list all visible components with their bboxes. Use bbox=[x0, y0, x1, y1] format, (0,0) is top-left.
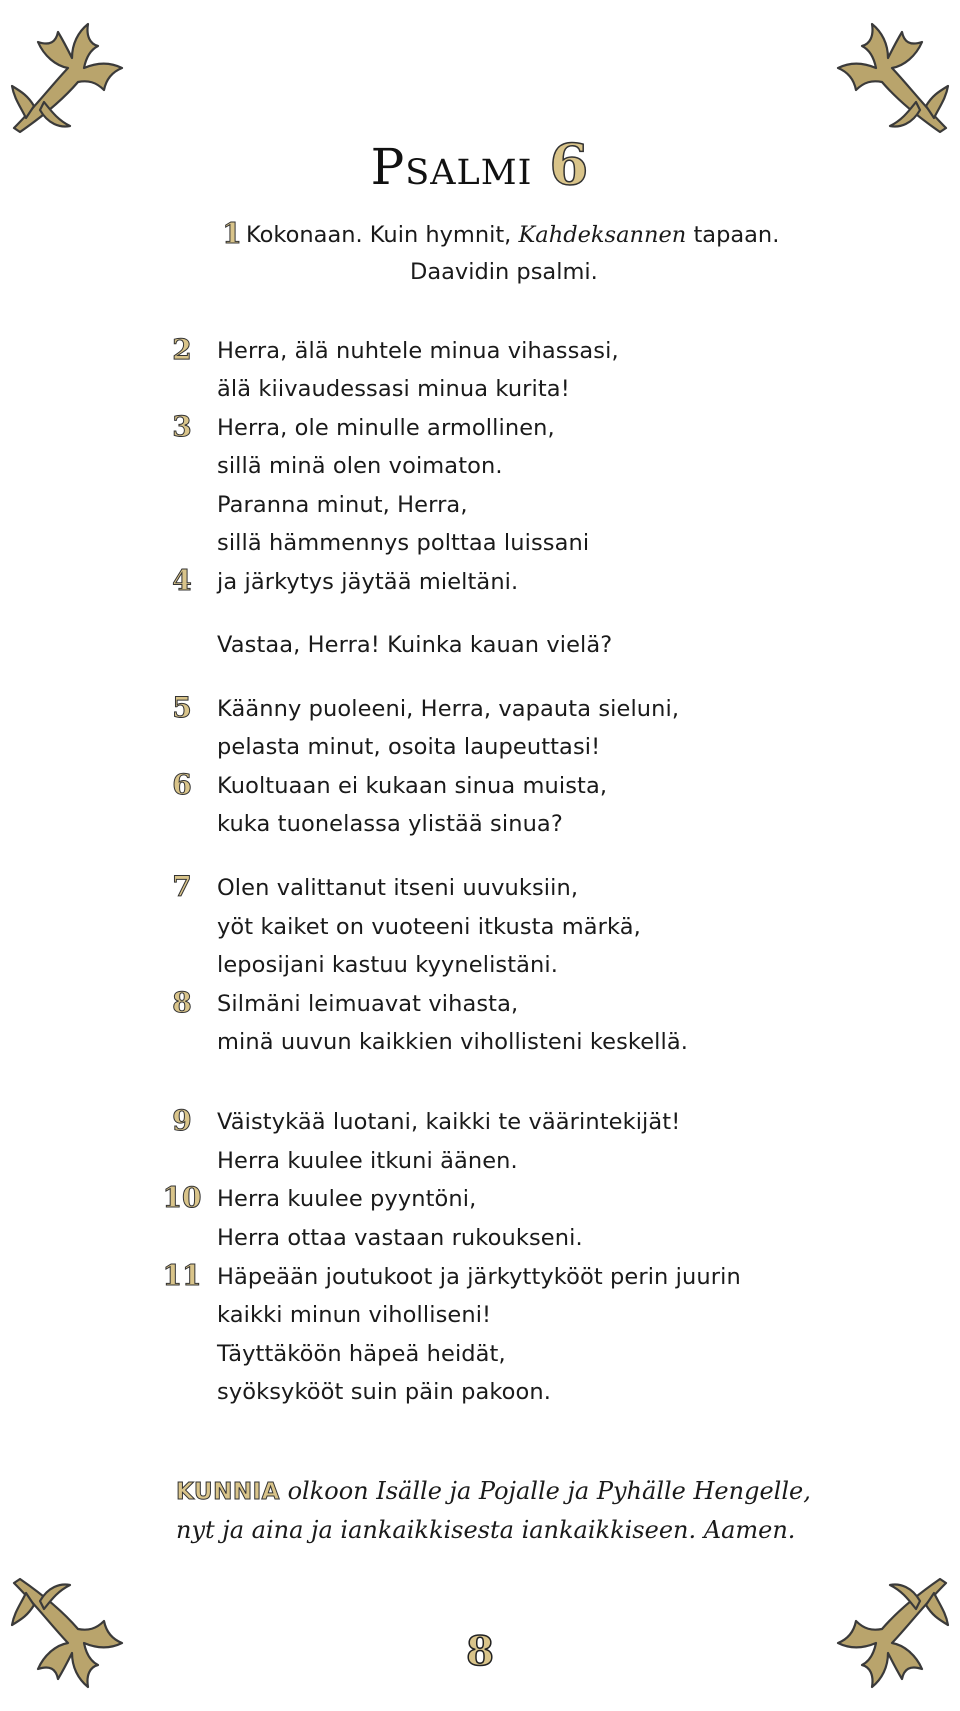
psalm-line: Käänny puoleeni, Herra, vapauta sieluni, bbox=[217, 696, 680, 722]
psalm-line: Täyttäköön häpeä heidät, bbox=[217, 1341, 506, 1367]
psalm-line: Herra ottaa vastaan rukoukseni. bbox=[217, 1225, 583, 1251]
gloria-line-1: KUNNIA olkoon Isälle ja Pojalle ja Pyhälle Hengelle, bbox=[176, 1477, 811, 1505]
psalm-line: syöksykööt suin päin pakoon. bbox=[217, 1379, 552, 1405]
psalm-line: Herra, ole minulle armollinen, bbox=[217, 415, 555, 441]
psalm-line: Herra kuulee pyyntöni, bbox=[217, 1186, 477, 1212]
psalm-line: sillä minä olen voimaton. bbox=[217, 453, 503, 479]
psalm-line: kaikki minun viholliseni! bbox=[217, 1302, 492, 1328]
psalm-line: Paranna minut, Herra, bbox=[217, 492, 468, 518]
intro-line-1: Kokonaan. Kuin hymnit, Kahdeksannen tapaan. bbox=[246, 222, 780, 248]
verse-number: 5 bbox=[172, 691, 192, 724]
psalm-line: kuka tuonelassa ylistää sinua? bbox=[217, 811, 563, 837]
psalm-line: minä uuvun kaikkien vihollisteni keskellä. bbox=[217, 1029, 689, 1055]
verse-number: 2 bbox=[172, 333, 192, 366]
psalm-line: pelasta minut, osoita laupeuttasi! bbox=[217, 734, 601, 760]
psalm-line: Vastaa, Herra! Kuinka kauan vielä? bbox=[217, 632, 613, 658]
page-title bbox=[0, 132, 960, 198]
emphasis: Kahdeksannen bbox=[518, 222, 687, 248]
title-word: Psalmi bbox=[370, 138, 533, 196]
verse-number: 1 bbox=[222, 217, 242, 250]
psalm-line: Herra, älä nuhtele minua vihassasi, bbox=[217, 338, 619, 364]
psalm-line: ja järkytys jäytää mieltäni. bbox=[217, 569, 519, 595]
verse-number: 6 bbox=[172, 768, 192, 801]
psalm-line: älä kiivaudessasi minua kurita! bbox=[217, 376, 570, 402]
verse-number: 8 bbox=[172, 986, 192, 1019]
psalm-line: Väistykää luotani, kaikki te väärintekijät! bbox=[217, 1109, 681, 1135]
gloria-line-2: nyt ja aina ja iankaikkisesta iankaikkiseen. Aamen. bbox=[176, 1516, 796, 1544]
intro-line-2: Daavidin psalmi. bbox=[410, 259, 598, 285]
psalm-line: Herra kuulee itkuni äänen. bbox=[217, 1148, 518, 1174]
psalm-line: Kuoltuaan ei kukaan sinua muista, bbox=[217, 773, 608, 799]
acanthus-leaf-icon bbox=[6, 6, 136, 136]
psalm-line: Olen valittanut itseni uuvuksiin, bbox=[217, 875, 579, 901]
psalm-line: Häpeään joutukoot ja järkyttykööt perin juurin bbox=[217, 1264, 741, 1290]
verse-number: 7 bbox=[172, 870, 192, 903]
gloria-lead: KUNNIA bbox=[176, 1479, 280, 1505]
verse-number: 10 bbox=[162, 1181, 202, 1214]
page-number: 8 bbox=[466, 1628, 494, 1675]
acanthus-leaf-icon bbox=[824, 6, 954, 136]
verse-number: 3 bbox=[172, 410, 192, 443]
psalm-number: 6 bbox=[549, 132, 590, 198]
psalm-line: sillä hämmennys polttaa luissani bbox=[217, 530, 590, 556]
psalm-line: leposijani kastuu kyynelistäni. bbox=[217, 952, 559, 978]
verse-number: 9 bbox=[172, 1104, 192, 1137]
verse-number: 4 bbox=[172, 564, 192, 597]
verse-number: 11 bbox=[162, 1259, 202, 1292]
psalm-line: Silmäni leimuavat vihasta, bbox=[217, 991, 519, 1017]
psalm-line: yöt kaiket on vuoteeni itkusta märkä, bbox=[217, 914, 641, 940]
